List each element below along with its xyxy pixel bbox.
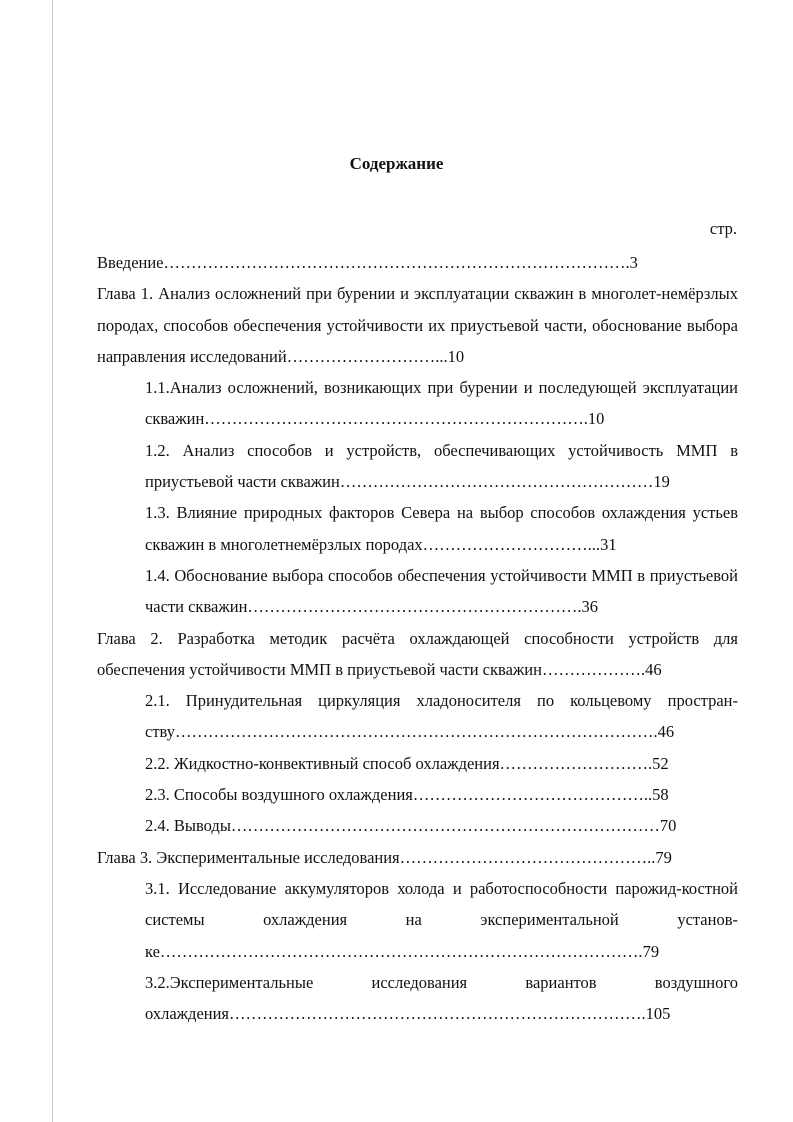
toc-page-number: 19 [653,472,670,492]
toc-entry-2-1[interactable] [145,685,738,748]
toc-entry-2-2[interactable] [145,748,738,779]
toc-entry-text: Глава 1. Анализ осложнений при бурении и эксплуатации скважин в многолет-немёрзлых породах, способов обеспечения устойчивости их приустьевой части, обоснование выбора направления исследований………………………... [97,284,738,366]
toc-entry-chapter-3[interactable] [97,842,738,873]
page-column-label: стр. [709,219,737,238]
toc-entry-text: 2.3. Способы воздушного охлаждения…………………………………….. [145,785,653,805]
toc-entry-text: 3.1. Исследование аккумуляторов холода и работоспособности парожид-костной системы охлаждения на экспериментальной установ-ке……………………………………………………………………………. [145,878,738,961]
toc-page-number: 3 [629,253,638,272]
toc-entry-text: 2.4. Выводы…………………………………………………………………… [145,816,660,836]
toc-entry-1-3[interactable] [145,497,738,560]
toc-entry-1-2[interactable] [145,435,738,498]
toc-entry-text: 1.3. Влияние природных факторов Севера на выбор способов охлаждения устьев скважин в многолетнемёрзлых породах…………………………... [145,503,738,554]
page-title: Содержание [349,154,444,173]
toc-entry-1-4[interactable] [145,560,738,623]
toc-entry-chapter-2[interactable] [97,623,738,686]
toc-page-number: 10 [587,409,605,429]
toc-page-number: 58 [652,785,669,805]
toc-page-number: 79 [642,941,660,961]
toc-page-number: 52 [652,753,669,773]
toc-entry-2-4[interactable] [145,810,738,841]
toc-page-number: 79 [655,847,672,867]
toc-page-number: 36 [581,597,599,617]
toc-page-number: 10 [447,346,465,366]
toc-page-number: 46 [645,659,662,679]
toc-entry-3-2[interactable] [145,967,738,1030]
toc-entry-text: 2.2. Жидкостно-конвективный способ охлаждения………………………. [145,753,653,773]
toc-page-number: 70 [659,816,677,836]
toc-entry-text: Глава 3. Экспериментальные исследования……………………………………….. [97,847,656,867]
toc-entry-text: 1.4. Обоснование выбора способов обеспечения устойчивости ММП в приустьевой части скважин……………………………………………………. [145,565,738,617]
toc-entry-introduction[interactable] [97,247,738,278]
toc-entry-chapter-1[interactable] [97,278,738,372]
table-of-contents [97,247,738,1029]
toc-page-number: 46 [657,722,675,742]
toc-entry-1-1[interactable] [145,372,738,435]
toc-entry-text: Введение…………………………………………………………………………. [97,253,630,272]
toc-entry-text: 3.2.Экспериментальные исследования вариантов воздушного охлаждения…………………………………………………………………. [145,972,738,1024]
toc-entry-text: 2.1. Принудительная циркуляция хладоносителя по кольцевому простран-ству……………………………………………………………………………. [145,691,738,742]
toc-page-number: 31 [600,534,617,554]
toc-entry-2-3[interactable] [145,779,738,810]
toc-page-number: 105 [645,1004,671,1024]
toc-entry-text: 1.2. Анализ способов и устройств, обеспечивающих устойчивость ММП в приустьевой части скважин………………………………………………… [145,440,738,492]
toc-entry-3-1[interactable] [145,873,738,967]
toc-entry-text: Глава 2. Разработка методик расчёта охлаждающей способности устройств для обеспечения устойчивости ММП в приустьевой части скважин………………. [97,628,738,679]
toc-entry-text: 1.1.Анализ осложнений, возникающих при бурении и последующей эксплуатации скважин……………………………………………………………. [145,378,738,429]
